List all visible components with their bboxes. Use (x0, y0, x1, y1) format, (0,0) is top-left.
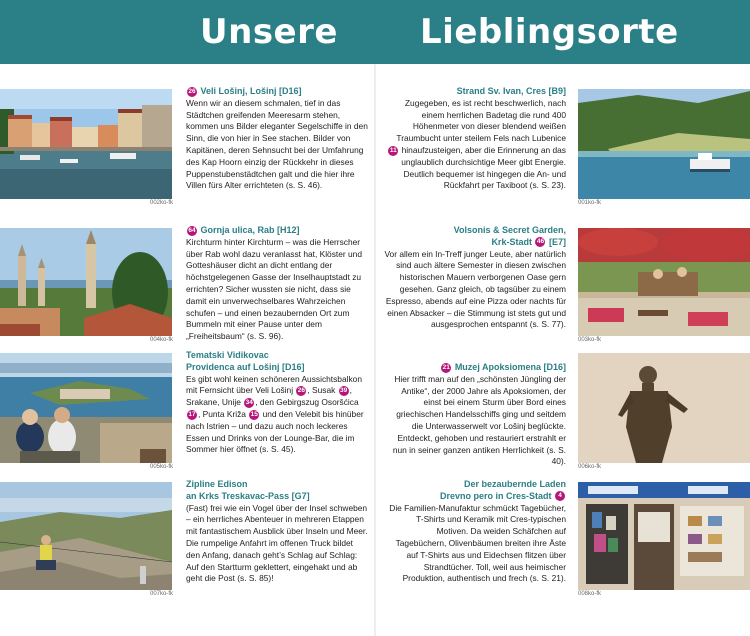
photo-credit: 008ko-fk (578, 591, 602, 597)
location-badge: 11 (389, 146, 397, 154)
entry-title-line-1: Zipline Edison (186, 479, 248, 489)
entry-providenca (186, 350, 368, 456)
location-badge: 46 (536, 238, 545, 246)
entry-title: 26 Veli Lošinj, Lošinj [D16] (188, 86, 302, 96)
entry-title-line-2: an Krks Treskavac-Pass [G7] (186, 490, 310, 501)
entry-gornja-ulica (186, 225, 368, 343)
photo-credit: 001ko-fk (578, 200, 602, 206)
entry-title-line-1: Tematski Vidikovac (186, 350, 269, 360)
entry-body: Die Familien-Manufaktur schmückt Tagebücher, T-Shirts und Keramik mit Cres-typischen Motiven. Da weiden Schäfchen auf Tagebüchern, Olivenbäumen breiten ihre Äste auf T-Shirts aus und Eidechsen flitzen über Strandtücher. Toll, weil aus heimischer Produktion, authentisch und frech (s. S. 21). (389, 502, 566, 584)
photo-rab-towers (0, 228, 172, 336)
entry-strand-sv-ivan (384, 86, 566, 192)
photo-credit: 004ko-fk (150, 337, 174, 343)
entry-body: Es gibt wohl keinen schöneren Aussichtsbalkon mit Fernsicht über Veli Lošinj 26 , Susak 39 , Srakane, Unije 34 , den Gebirgszug Osoršćica 17 , Punta Križa 15 und den Velebit bis hinüber nach Istrien – und dazu auch noch leckeres Essen und Drinks von der Lounge-Bar, die im Sommer hier öffnet (s. S. 45). (186, 373, 364, 455)
entry-veli-losinj (186, 86, 368, 192)
location-badge: 15 (250, 410, 258, 418)
entry-title-line-2: Providenca auf Lošinj [D16] (186, 361, 305, 372)
entry-body: Zugegeben, es ist recht beschwerlich, nach einem herrlichen Badetag die rund 400 Höhenmeter von dieser blendend weißen Traumbucht unter steilem Fels nach Lubenice 11 hinaufzusteigen, aber die Erinnerung an das unglaublich durchsichtige Meer gibt Energie. Deutlich bequemer ist hingegen die An- und Rückfahrt per Taxiboot (s. S. 23). (389, 97, 566, 191)
entry-title: 21 Muzej Apoksiomena [D16] (442, 362, 566, 372)
entry-title-line-2: Drevno pero in Cres-Stadt 4 (384, 491, 566, 503)
photo-sv-ivan-bay (578, 89, 750, 199)
entry-title-line-1: Volsonis & Secret Garden, (453, 225, 566, 235)
photo-credit: 002ko-fk (150, 200, 174, 206)
location-badge: 26 (297, 387, 305, 395)
location-badge: 21 (442, 363, 450, 371)
photo-credit: 005ko-fk (150, 464, 174, 470)
photo-credit: 006ko-fk (578, 464, 602, 470)
entry-drevno-pero (384, 479, 566, 585)
entry-apoksiomen (384, 362, 566, 468)
entry-volsonis (384, 225, 566, 331)
location-badge: 39 (340, 387, 348, 395)
entry-zipline (186, 479, 368, 585)
entry-title-line-2: Krk-Stadt 46 [E7] (491, 236, 566, 247)
location-badge: 4 (555, 491, 565, 501)
entry-body: (Fast) frei wie ein Vogel über der Insel schweben – ein herrliches Abenteuer in mehreren Etappen mit fantastischem Ausblick über Inseln und Meer. Die rumpelige Anfahrt im offenen Truck bildet den Anfang, danach geht’s Schlag auf Schlag: Auf den Startturm geklettert, eingehakt und ab geht die Post (s. S. 85)! (186, 502, 368, 584)
photo-drevno-pero-shop (578, 482, 750, 590)
location-badge: 64 (188, 226, 196, 234)
entry-body: Wenn wir an diesem schmalen, tief in das Städtchen greifenden Meeresarm stehen, kommen uns Bilder eleganter Segelschiffe in den Sinn, die von hier in See stachen. Bilder von Kapitänen, deren Sehnsucht bei der Umfahrung des Kap Hoorn einzig der Rückkehr in dieses Puppenstubenstädtchen galt und die hier ihre Villen fürs Alter errichteten (s. S. 46). (186, 97, 368, 191)
entry-body: Kirchturm hinter Kirchturm – was die Herrscher über Rab wohl dazu veranlasst hat, Klöster und Gotteshäuser dicht an dicht entlang der höchstgelegenen Gasse der Inselhauptstadt zu errichten? Sicher wussten sie nicht, dass sie damit ein unverwechselbares Wahrzeichen schufen – und einen bezaubernden Ort zum Bummeln mit einer Pause unter dem „Freiheitsbaum“ (s. S. 96). (186, 236, 362, 342)
entry-body: Hier trifft man auf den „schönsten Jüngling der Antike“, der 2000 Jahre als Apoksiomen, der einst bei einem Sturm über Bord eines griechischen Handelsschiffs ging und seitdem die Unterwasserwelt vor Lošinj beglückte. Entdeckt, gehoben und restauriert erstrahlt er nun in seiner ganzen antiken Herrlichkeit (s. S. 40). (392, 373, 566, 467)
location-badge: 17 (188, 410, 196, 418)
header-title-right: Lieblingsorte (420, 12, 679, 52)
entry-title-line-1: Der bezaubernde Laden (463, 479, 566, 489)
photo-apoxyomenos-statue (578, 353, 750, 463)
header-title-left: Unsere (200, 12, 338, 52)
photo-secret-garden (578, 228, 750, 336)
photo-zipline-hill (0, 482, 172, 590)
page-gutter (374, 64, 376, 636)
entry-title: Strand Sv. Ivan, Cres [B9] (456, 86, 566, 96)
photo-credit: 007ko-fk (150, 591, 174, 597)
entry-body: Vor allem ein In-Treff junger Leute, aber natürlich sind auch ältere Semester in diesen zwischen historischen Mauern verborgenen Oase gern gesehen. Ganz gleich, ob tagsüber zu einem Espresso, abends auf eine Pizza oder nachts für einen Absacker – die Stimmung ist stets gut und ausgesprochen entspannt (s. S. 77). (384, 248, 566, 330)
location-badge: 26 (188, 87, 196, 95)
location-badge: 34 (245, 398, 253, 406)
photo-credit: 003ko-fk (578, 337, 602, 343)
photo-veli-losinj-harbor (0, 89, 172, 199)
entry-title: 64 Gornja ulica, Rab [H12] (188, 225, 300, 235)
photo-viewpoint-couple (0, 353, 172, 463)
